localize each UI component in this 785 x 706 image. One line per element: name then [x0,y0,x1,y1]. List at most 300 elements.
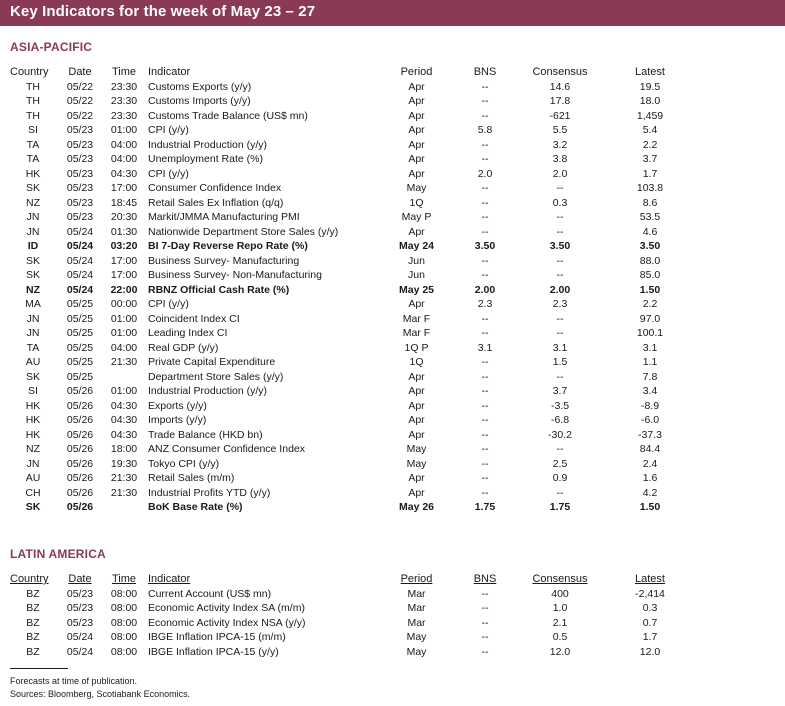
cell-bns: -- [481,153,489,165]
cell-indicator: IBGE Inflation IPCA-15 (m/m) [148,631,286,643]
cell-date: 05/23 [66,602,94,614]
cell-latest: 1.50 [639,283,661,296]
cell-consensus: -- [556,182,564,194]
cell-country: TH [26,109,40,122]
cell-consensus: 3.2 [552,138,568,151]
cell-time: 04:00 [110,138,138,151]
footnote-forecasts: Forecasts at time of publication. [10,676,138,686]
cell-bns: -- [481,370,489,383]
cell-indicator: Industrial Production (y/y) [148,138,268,151]
cell-indicator: Current Account (US$ mn) [148,587,272,600]
cell-date: 05/26 [66,457,94,470]
header-country: Country [10,573,49,585]
cell-country: HK [25,399,41,412]
cell-period: Apr [408,370,425,383]
cell-bns: 2.00 [474,283,496,296]
cell-latest: -6.0 [640,414,660,426]
cell-consensus: 0.9 [552,472,568,484]
cell-date: 05/24 [66,631,94,643]
cell-time: 21:30 [110,472,138,484]
cell-indicator: Coincident Index CI [148,312,240,325]
cell-consensus: -621 [549,109,571,122]
cell-country: NZ [26,283,40,296]
cell-consensus: 5.5 [552,124,568,136]
table-row [8,341,695,356]
cell-country: NZ [26,443,40,455]
cell-country: TA [26,138,40,151]
cell-bns: -- [481,602,489,614]
cell-latest: 97.0 [639,312,661,325]
cell-consensus: 1.5 [552,356,568,368]
cell-latest: 5.4 [642,124,658,136]
cell-time: 03:20 [110,240,138,252]
table-row [8,80,695,95]
cell-period: Apr [408,167,425,180]
cell-date: 05/23 [66,211,94,223]
table-row [8,123,695,138]
cell-period: Mar F [402,327,431,339]
cell-date: 05/23 [66,167,94,180]
cell-indicator: Retail Sales Ex Inflation (q/q) [148,196,284,209]
cell-latest: 8.6 [642,196,658,209]
cell-bns: -- [481,182,489,194]
cell-period: Mar F [402,312,431,325]
table-row [8,167,695,182]
cell-date: 05/26 [66,486,94,499]
table-row [8,442,695,457]
cell-bns: -- [481,211,489,223]
cell-bns: -- [481,312,489,325]
table-row [8,152,695,167]
table-row [8,399,695,414]
table-row [8,181,695,196]
cell-period: Apr [408,428,425,441]
cell-country: SK [25,182,40,194]
table-row [8,254,695,269]
cell-indicator: Economic Activity Index SA (m/m) [148,602,305,614]
cell-bns: 1.75 [474,501,496,513]
page-title: Key Indicators for the week of May 23 – 27 [10,3,316,20]
cell-consensus: -- [556,225,564,238]
cell-indicator: BoK Base Rate (%) [148,501,243,513]
cell-consensus: -- [556,370,564,383]
cell-date: 05/24 [66,225,94,238]
cell-bns: -- [481,587,489,600]
cell-bns: -- [481,457,489,470]
cell-latest: 53.5 [639,211,661,223]
cell-latest: 3.4 [642,385,658,397]
table-header-row [8,572,695,587]
cell-date: 05/26 [66,414,94,426]
cell-date: 05/24 [66,283,94,296]
cell-latest: 85.0 [639,269,661,281]
cell-latest: 19.5 [639,80,661,93]
latin-america-table [8,572,695,659]
cell-bns: -- [481,269,489,281]
cell-country: AU [25,472,41,484]
cell-bns: 2.3 [477,298,493,310]
asia-pacific-table [8,65,695,515]
header-indicator: Indicator [148,66,191,78]
cell-date: 05/25 [66,341,94,354]
cell-date: 05/26 [66,399,94,412]
cell-consensus: -3.5 [550,399,570,412]
cell-latest: 4.2 [642,486,658,499]
cell-latest: -37.3 [638,428,662,441]
cell-period: Apr [408,486,425,499]
cell-consensus: -30.2 [548,428,572,441]
section-title-latin-america: LATIN AMERICA [10,547,106,561]
cell-consensus: 2.1 [552,616,568,629]
cell-latest: 3.50 [639,240,661,252]
cell-date: 05/26 [66,385,94,397]
cell-time: 04:30 [110,399,138,412]
cell-latest: 2.2 [642,138,658,151]
cell-time [102,500,146,515]
table-row [8,138,695,153]
cell-bns: 3.1 [477,341,493,354]
cell-country: JN [26,312,40,325]
cell-indicator: Industrial Profits YTD (y/y) [148,486,271,499]
cell-period: 1Q [409,356,424,368]
table-row [8,370,695,385]
cell-consensus: -6.8 [550,414,570,426]
cell-country: BZ [26,616,40,629]
cell-consensus: 3.1 [552,341,568,354]
cell-indicator: Tokyo CPI (y/y) [148,457,220,470]
table-row [8,312,695,327]
cell-bns: -- [481,645,489,658]
cell-country: SK [25,269,40,281]
cell-date: 05/25 [66,312,94,325]
cell-bns: -- [481,385,489,397]
cell-time: 23:30 [110,80,138,93]
cell-period: 1Q [409,196,424,209]
cell-bns: -- [481,399,489,412]
title-bar [0,0,785,26]
cell-time: 08:00 [110,587,138,600]
cell-time: 17:00 [110,269,138,281]
cell-bns: -- [481,95,489,107]
cell-time: 21:30 [110,356,138,368]
cell-latest: 7.8 [642,370,658,383]
cell-date: 05/24 [66,645,94,658]
header-latest: Latest [635,66,665,78]
cell-consensus: -- [556,312,564,325]
cell-time: 04:30 [110,428,138,441]
cell-indicator: CPI (y/y) [148,167,189,180]
cell-latest: 3.7 [642,153,658,165]
cell-date: 05/26 [66,472,94,484]
cell-period: May [406,182,427,194]
cell-time: 19:30 [110,457,138,470]
cell-date: 05/26 [66,501,94,513]
cell-period: Apr [408,109,425,122]
cell-period: Apr [408,80,425,93]
cell-latest: 0.3 [642,602,658,614]
header-consensus: Consensus [532,66,588,78]
cell-latest: 3.1 [642,341,658,354]
cell-consensus: 14.6 [549,80,571,93]
table-row [8,196,695,211]
cell-latest: 1.50 [639,501,661,513]
cell-latest: 1,459 [636,109,664,122]
cell-indicator: Markit/JMMA Manufacturing PMI [148,211,300,223]
cell-period: Apr [408,138,425,151]
cell-country: SK [25,370,40,383]
cell-date: 05/24 [66,254,94,267]
cell-date: 05/25 [66,327,94,339]
cell-latest: 2.4 [642,457,658,470]
cell-date: 05/23 [66,138,94,151]
cell-period: Jun [408,254,425,267]
cell-time: 01:00 [110,327,138,339]
cell-country: ID [27,240,39,252]
table-row [8,428,695,443]
cell-country: JN [26,225,40,238]
cell-latest: 0.7 [642,616,658,629]
cell-latest: 84.4 [639,443,661,455]
table-row [8,601,695,616]
header-period: Period [400,66,433,78]
cell-indicator: Industrial Production (y/y) [148,385,268,397]
cell-country: SK [25,501,41,513]
cell-time: 21:30 [110,486,138,499]
cell-consensus: -- [556,254,564,267]
cell-country: AU [25,356,41,368]
table-row [8,109,695,124]
cell-bns: -- [481,225,489,238]
cell-time: 23:30 [110,109,138,122]
cell-indicator: Consumer Confidence Index [148,182,282,194]
cell-latest: 1.1 [642,356,658,368]
cell-period: Apr [408,385,425,397]
cell-indicator: Unemployment Rate (%) [148,153,263,165]
cell-country: JN [26,457,40,470]
cell-indicator: RBNZ Official Cash Rate (%) [148,283,290,296]
cell-country: SI [28,385,38,397]
header-date: Date [68,573,92,585]
cell-bns: 3.50 [474,240,496,252]
cell-latest: 1.6 [642,472,658,484]
header-consensus: Consensus [532,573,588,585]
cell-time: 17:00 [110,182,138,194]
cell-country: SK [25,254,40,267]
cell-bns: -- [481,80,489,93]
cell-bns: -- [481,356,489,368]
cell-period: May 26 [398,501,435,513]
cell-consensus: 0.5 [552,631,568,643]
table-row [8,326,695,341]
cell-consensus: 400 [551,587,569,600]
table-row [8,616,695,631]
footnote-sources: Sources: Bloomberg, Scotiabank Economics. [10,689,191,699]
cell-latest: 18.0 [639,95,661,107]
cell-country: TH [26,80,40,93]
cell-country: JN [26,327,40,339]
cell-country: BZ [26,587,40,600]
cell-period: May P [401,211,432,223]
cell-country: SI [28,124,38,136]
cell-indicator: IBGE Inflation IPCA-15 (y/y) [148,645,279,658]
cell-period: Mar [407,602,426,614]
cell-date: 05/26 [66,428,94,441]
cell-period: 1Q P [404,341,429,354]
cell-period: Apr [408,153,425,165]
cell-date: 05/26 [66,443,94,455]
cell-date: 05/23 [66,124,94,136]
cell-indicator: Real GDP (y/y) [148,341,219,354]
cell-bns: -- [481,631,489,643]
cell-latest: -2,414 [635,587,665,600]
cell-country: BZ [26,645,40,658]
cell-period: Apr [408,225,425,238]
cell-period: May [406,645,427,658]
cell-consensus: 3.8 [552,153,568,165]
cell-consensus: -- [556,211,564,223]
cell-country: JN [26,211,40,223]
cell-period: May 25 [398,283,435,296]
cell-time: 23:30 [110,95,138,107]
cell-latest: 1.7 [642,167,658,180]
cell-bns: -- [481,254,489,267]
cell-bns: -- [481,472,489,484]
cell-bns: -- [481,196,489,209]
cell-period: Apr [408,414,425,426]
cell-period: Apr [408,124,425,136]
cell-period: Apr [408,399,425,412]
cell-indicator: Trade Balance (HKD bn) [148,428,263,441]
cell-indicator: Nationwide Department Store Sales (y/y) [148,225,339,238]
cell-country: CH [25,486,41,499]
cell-consensus: -- [556,327,564,339]
cell-bns: -- [481,414,489,426]
cell-latest: 4.6 [642,225,658,238]
cell-country: TA [26,153,40,165]
cell-time: 22:00 [110,283,138,296]
cell-consensus: 2.5 [552,457,568,470]
cell-indicator: Business Survey- Manufacturing [148,254,300,267]
cell-indicator: Business Survey- Non-Manufacturing [148,269,322,281]
cell-date: 05/24 [66,240,94,252]
cell-consensus: 3.7 [552,385,568,397]
table-row [8,587,695,602]
cell-latest: 12.0 [639,645,661,658]
cell-time: 04:00 [110,341,138,354]
cell-bns: -- [481,486,489,499]
table-row [8,471,695,486]
cell-time [102,370,146,385]
cell-time: 08:00 [110,645,138,658]
cell-country: HK [25,428,41,441]
header-time: Time [111,573,137,585]
cell-country: MA [25,298,41,310]
table-row [8,413,695,428]
cell-period: May [406,631,427,643]
table-header-row [8,65,695,80]
cell-date: 05/23 [66,587,94,600]
table-row [8,297,695,312]
cell-latest: 103.8 [636,182,664,194]
cell-indicator: Private Capital Expenditure [148,356,276,368]
cell-time: 01:30 [110,225,138,238]
cell-time: 01:00 [110,312,138,325]
table-row [8,239,695,254]
cell-time: 01:00 [110,385,138,397]
cell-time: 08:00 [110,616,138,629]
cell-period: Mar [407,616,426,629]
cell-bns: 2.0 [477,167,493,180]
cell-consensus: -- [556,443,564,455]
cell-indicator: Customs Exports (y/y) [148,80,252,93]
cell-bns: -- [481,443,489,455]
cell-country: BZ [26,602,40,614]
header-bns: BNS [473,66,497,78]
header-period: Period [400,573,433,585]
latin-america-rows [8,587,695,660]
cell-period: Apr [408,472,425,484]
table-row [8,500,695,515]
cell-period: May [406,457,427,470]
footnote-divider [10,668,68,669]
header-latest: Latest [635,573,665,585]
header-date: Date [68,66,92,78]
cell-consensus: -- [556,486,564,499]
cell-indicator: Customs Trade Balance (US$ mn) [148,109,308,122]
table-row [8,630,695,645]
cell-latest: 1.7 [642,631,658,643]
cell-date: 05/22 [66,80,94,93]
header-bns: BNS [473,573,497,585]
cell-indicator: Department Store Sales (y/y) [148,370,284,383]
cell-period: Jun [408,269,425,281]
cell-date: 05/24 [66,269,94,281]
cell-country: NZ [26,196,40,209]
cell-consensus: 1.75 [549,501,571,513]
cell-indicator: Imports (y/y) [148,414,207,426]
cell-time: 20:30 [110,211,138,223]
cell-consensus: 3.50 [549,240,571,252]
table-row [8,225,695,240]
section-title-asia-pacific: ASIA-PACIFIC [10,40,93,54]
cell-bns: -- [481,327,489,339]
cell-indicator: Leading Index CI [148,327,228,339]
cell-consensus: 0.3 [552,196,568,209]
cell-bns: -- [481,428,489,441]
table-row [8,355,695,370]
cell-bns: -- [481,109,489,122]
cell-country: HK [25,167,41,180]
cell-country: BZ [26,631,40,643]
cell-latest: 100.1 [636,327,664,339]
table-row [8,645,695,660]
table-row [8,457,695,472]
cell-latest: 88.0 [639,254,661,267]
cell-country: TA [26,341,40,354]
cell-time: 08:00 [110,631,138,643]
table-row [8,94,695,109]
cell-time: 18:45 [110,196,138,209]
table-row [8,384,695,399]
cell-consensus: 12.0 [549,645,571,658]
cell-date: 05/25 [66,298,94,310]
cell-date: 05/25 [66,370,94,383]
table-row [8,210,695,225]
cell-date: 05/22 [66,95,94,107]
header-time: Time [111,66,137,78]
cell-period: May 24 [398,240,435,252]
cell-consensus: 2.3 [552,298,568,310]
